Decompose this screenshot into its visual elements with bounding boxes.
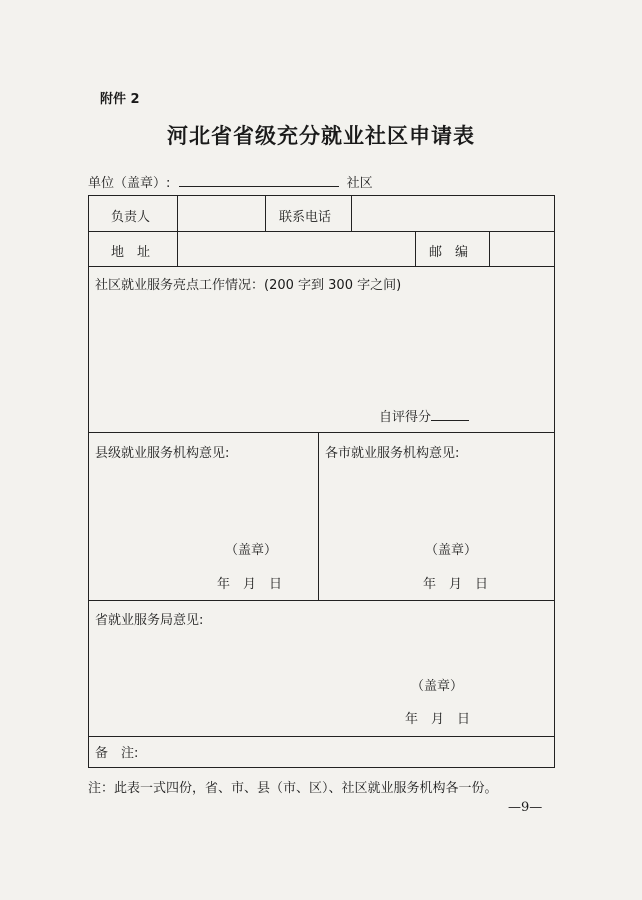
address-label: 地 址 [111,245,151,260]
application-form-table [88,195,555,768]
bleed-through-shadow [130,150,136,171]
postcode-label: 邮 编 [429,245,469,260]
row-divider-3 [89,432,554,433]
phone-label: 联系电话 [279,210,332,225]
row-divider-2 [89,266,554,267]
city-seal-label: （盖章） [425,543,478,558]
leader-field[interactable] [178,197,264,230]
county-opinion-label: 县级就业服务机构意见: [95,446,230,461]
phone-field[interactable] [352,197,552,230]
row-divider-5 [89,736,554,737]
address-field[interactable] [178,232,414,265]
row2-col-divider-2 [415,231,416,266]
leader-label: 负责人 [111,210,151,225]
province-opinion-label: 省就业服务局意见: [95,613,204,628]
opinion-col-divider [318,432,319,600]
self-score-field[interactable] [431,408,469,421]
page-number: —9— [508,800,543,815]
unit-prefix-label: 单位（盖章）: [88,176,171,191]
highlights-text-area[interactable] [91,296,551,396]
province-seal-label: （盖章） [411,679,464,694]
footnote: 注：此表一式四份，省、市、县（市、区）、社区就业服务机构各一份。 [88,781,498,796]
unit-line [88,172,373,191]
row1-col-divider-2 [265,196,266,231]
unit-name-field[interactable] [179,173,339,187]
postcode-field[interactable] [490,232,552,265]
remarks-label: 备 注: [95,746,139,761]
row-divider-4 [89,600,554,601]
unit-suffix-label: 社区 [346,176,373,191]
city-opinion-label: 各市就业服务机构意见: [325,446,460,461]
county-date-label: 年 月 日 [217,577,283,592]
province-date-label: 年 月 日 [405,712,471,727]
attachment-label: 附件 2 [100,92,140,107]
remarks-field[interactable] [159,738,549,766]
city-date-label: 年 月 日 [423,577,489,592]
county-seal-label: （盖章） [225,543,278,558]
self-score-label: 自评得分 [379,410,432,425]
highlights-label: 社区就业服务亮点工作情况：(200 字到 300 字之间) [95,278,402,293]
self-score [379,406,469,425]
page-title: 河北省省级充分就业社区申请表 [167,123,475,148]
